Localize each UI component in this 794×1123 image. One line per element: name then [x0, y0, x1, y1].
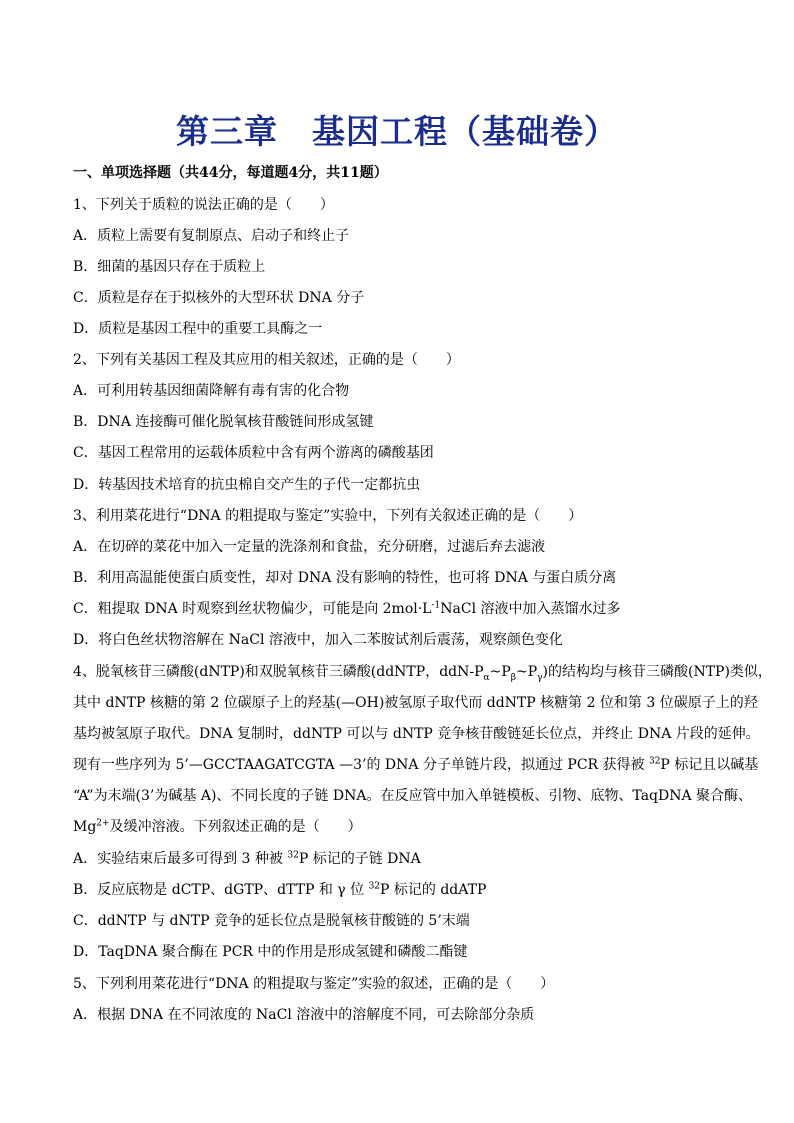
question-2-option-d: D．转基因技术培育的抗虫棉自交产生的子代一定都抗虫	[73, 477, 421, 493]
question-4-stem-line-4	[73, 756, 759, 774]
question-4-option-b	[73, 881, 733, 899]
question-5-option-a: A．根据 DNA 在不同浓度的 NaCl 溶液中的溶解度不同，可去除部分杂质	[73, 1007, 535, 1023]
question-4-stem-line-1	[73, 663, 772, 683]
question-2-option-a: A．可利用转基因细菌降解有毒有害的化合物	[73, 383, 350, 399]
text-fragment: A．实验结束后最多可得到 3 种被	[73, 851, 288, 867]
text-fragment: Mg	[73, 819, 97, 835]
text-fragment: ~P	[515, 664, 538, 680]
text-fragment: 现有一些序列为 5’—GCCTAAGATCGTA —3’的 DNA 分子单链片段，拟通过 PCR 获得被	[73, 757, 649, 773]
question-4-stem-line-6	[73, 818, 733, 836]
text-fragment: C．粗提取 DNA 时观察到丝状物偏少，可能是向 2mol·L	[73, 601, 432, 617]
question-4-stem-line-2: 其中 dNTP 核糖的第 2 位碳原子上的羟基(—OH)被氢原子取代而 ddNTP 核糖第 2 位和第 3 位碳原子上的羟	[73, 695, 758, 711]
text-fragment: P 标记且以碱基	[660, 757, 759, 773]
text-fragment: NaCl 溶液中加入蒸馏水过多	[440, 601, 621, 617]
text-fragment: 4、脱氧核苷三磷酸(dNTP)和双脱氧核苷三磷酸(ddNTP，ddN-P	[73, 664, 484, 680]
question-4-stem-line-3: 基均被氢原子取代。DNA 复制时，ddNTP 可以与 dNTP 竞争核苷酸链延长位点，并终止 DNA 片段的延伸。	[73, 726, 760, 742]
question-2-option-b: B．DNA 连接酶可催化脱氧核苷酸链间形成氢键	[73, 414, 374, 430]
superscript: 32	[648, 756, 661, 767]
text-fragment: )的结构均与核苷三磷酸(NTP)类似，	[542, 664, 772, 680]
question-1-option-a: A．质粒上需要有复制原点、启动子和终止子	[73, 228, 350, 244]
page-title: 第三章 基因工程（基础卷）	[176, 112, 618, 151]
section-heading: 一、单项选择题（共44分，每道题4分，共11题）	[73, 165, 388, 181]
text-fragment: 及缓冲溶液。下列叙述正确的是（ ）	[109, 819, 362, 835]
text-fragment: P 标记的 ddATP	[380, 882, 487, 898]
question-3-option-c	[73, 600, 733, 618]
superscript: 32	[287, 850, 299, 861]
question-3-option-b: B．利用高温能使蛋白质变性，却对 DNA 没有影响的特性，也可将 DNA 与蛋白质分离	[73, 570, 617, 586]
question-3-option-d: D．将白色丝状物溶解在 NaCl 溶液中，加入二苯胺试剂后震荡，观察颜色变化	[73, 632, 563, 648]
question-4-stem-line-5: “A”为末端(3’为碱基 A)、不同长度的子链 DNA。在反应管中加入单链模板、引物、底物、TaqDNA 聚合酶、	[73, 788, 753, 804]
question-1-option-b: B．细菌的基因只存在于质粒上	[73, 259, 266, 275]
question-3-stem: 3、利用菜花进行“DNA 的粗提取与鉴定”实验中，下列有关叙述正确的是（ ）	[73, 508, 583, 524]
superscript: 32	[368, 881, 381, 892]
question-3-option-a: A．在切碎的菜花中加入一定量的洗涤剂和食盐，充分研磨，过滤后弃去滤液	[73, 539, 546, 555]
question-2-stem: 2、下列有关基因工程及其应用的相关叙述，正确的是（ ）	[73, 352, 460, 368]
subscript: α	[483, 672, 490, 683]
question-4-option-a	[73, 850, 733, 868]
superscript: 2+	[96, 818, 110, 829]
superscript: -1	[431, 600, 441, 611]
question-1-option-c: C．质粒是存在于拟核外的大型环状 DNA 分子	[73, 290, 365, 306]
text-fragment: B．反应底物是 dCTP、dGTP、dTTP 和 γ 位	[73, 882, 369, 898]
subscript: γ	[537, 672, 543, 683]
text-fragment: P 标记的子链 DNA	[298, 851, 421, 867]
text-fragment: ~P	[489, 664, 511, 680]
question-4-option-c: C．ddNTP 与 dNTP 竞争的延长位点是脱氧核苷酸链的 5’末端	[73, 913, 470, 929]
question-5-stem: 5、下列利用菜花进行“DNA 的粗提取与鉴定”实验的叙述，正确的是（ ）	[73, 976, 555, 992]
question-1-option-d: D．质粒是基因工程中的重要工具酶之一	[73, 321, 323, 337]
question-2-option-c: C．基因工程常用的运载体质粒中含有两个游离的磷酸基团	[73, 445, 434, 461]
question-1-stem: 1、下列关于质粒的说法正确的是（ ）	[73, 197, 334, 213]
question-4-option-d: D．TaqDNA 聚合酶在 PCR 中的作用是形成氢键和磷酸二酯键	[73, 944, 468, 960]
subscript: β	[510, 672, 516, 683]
